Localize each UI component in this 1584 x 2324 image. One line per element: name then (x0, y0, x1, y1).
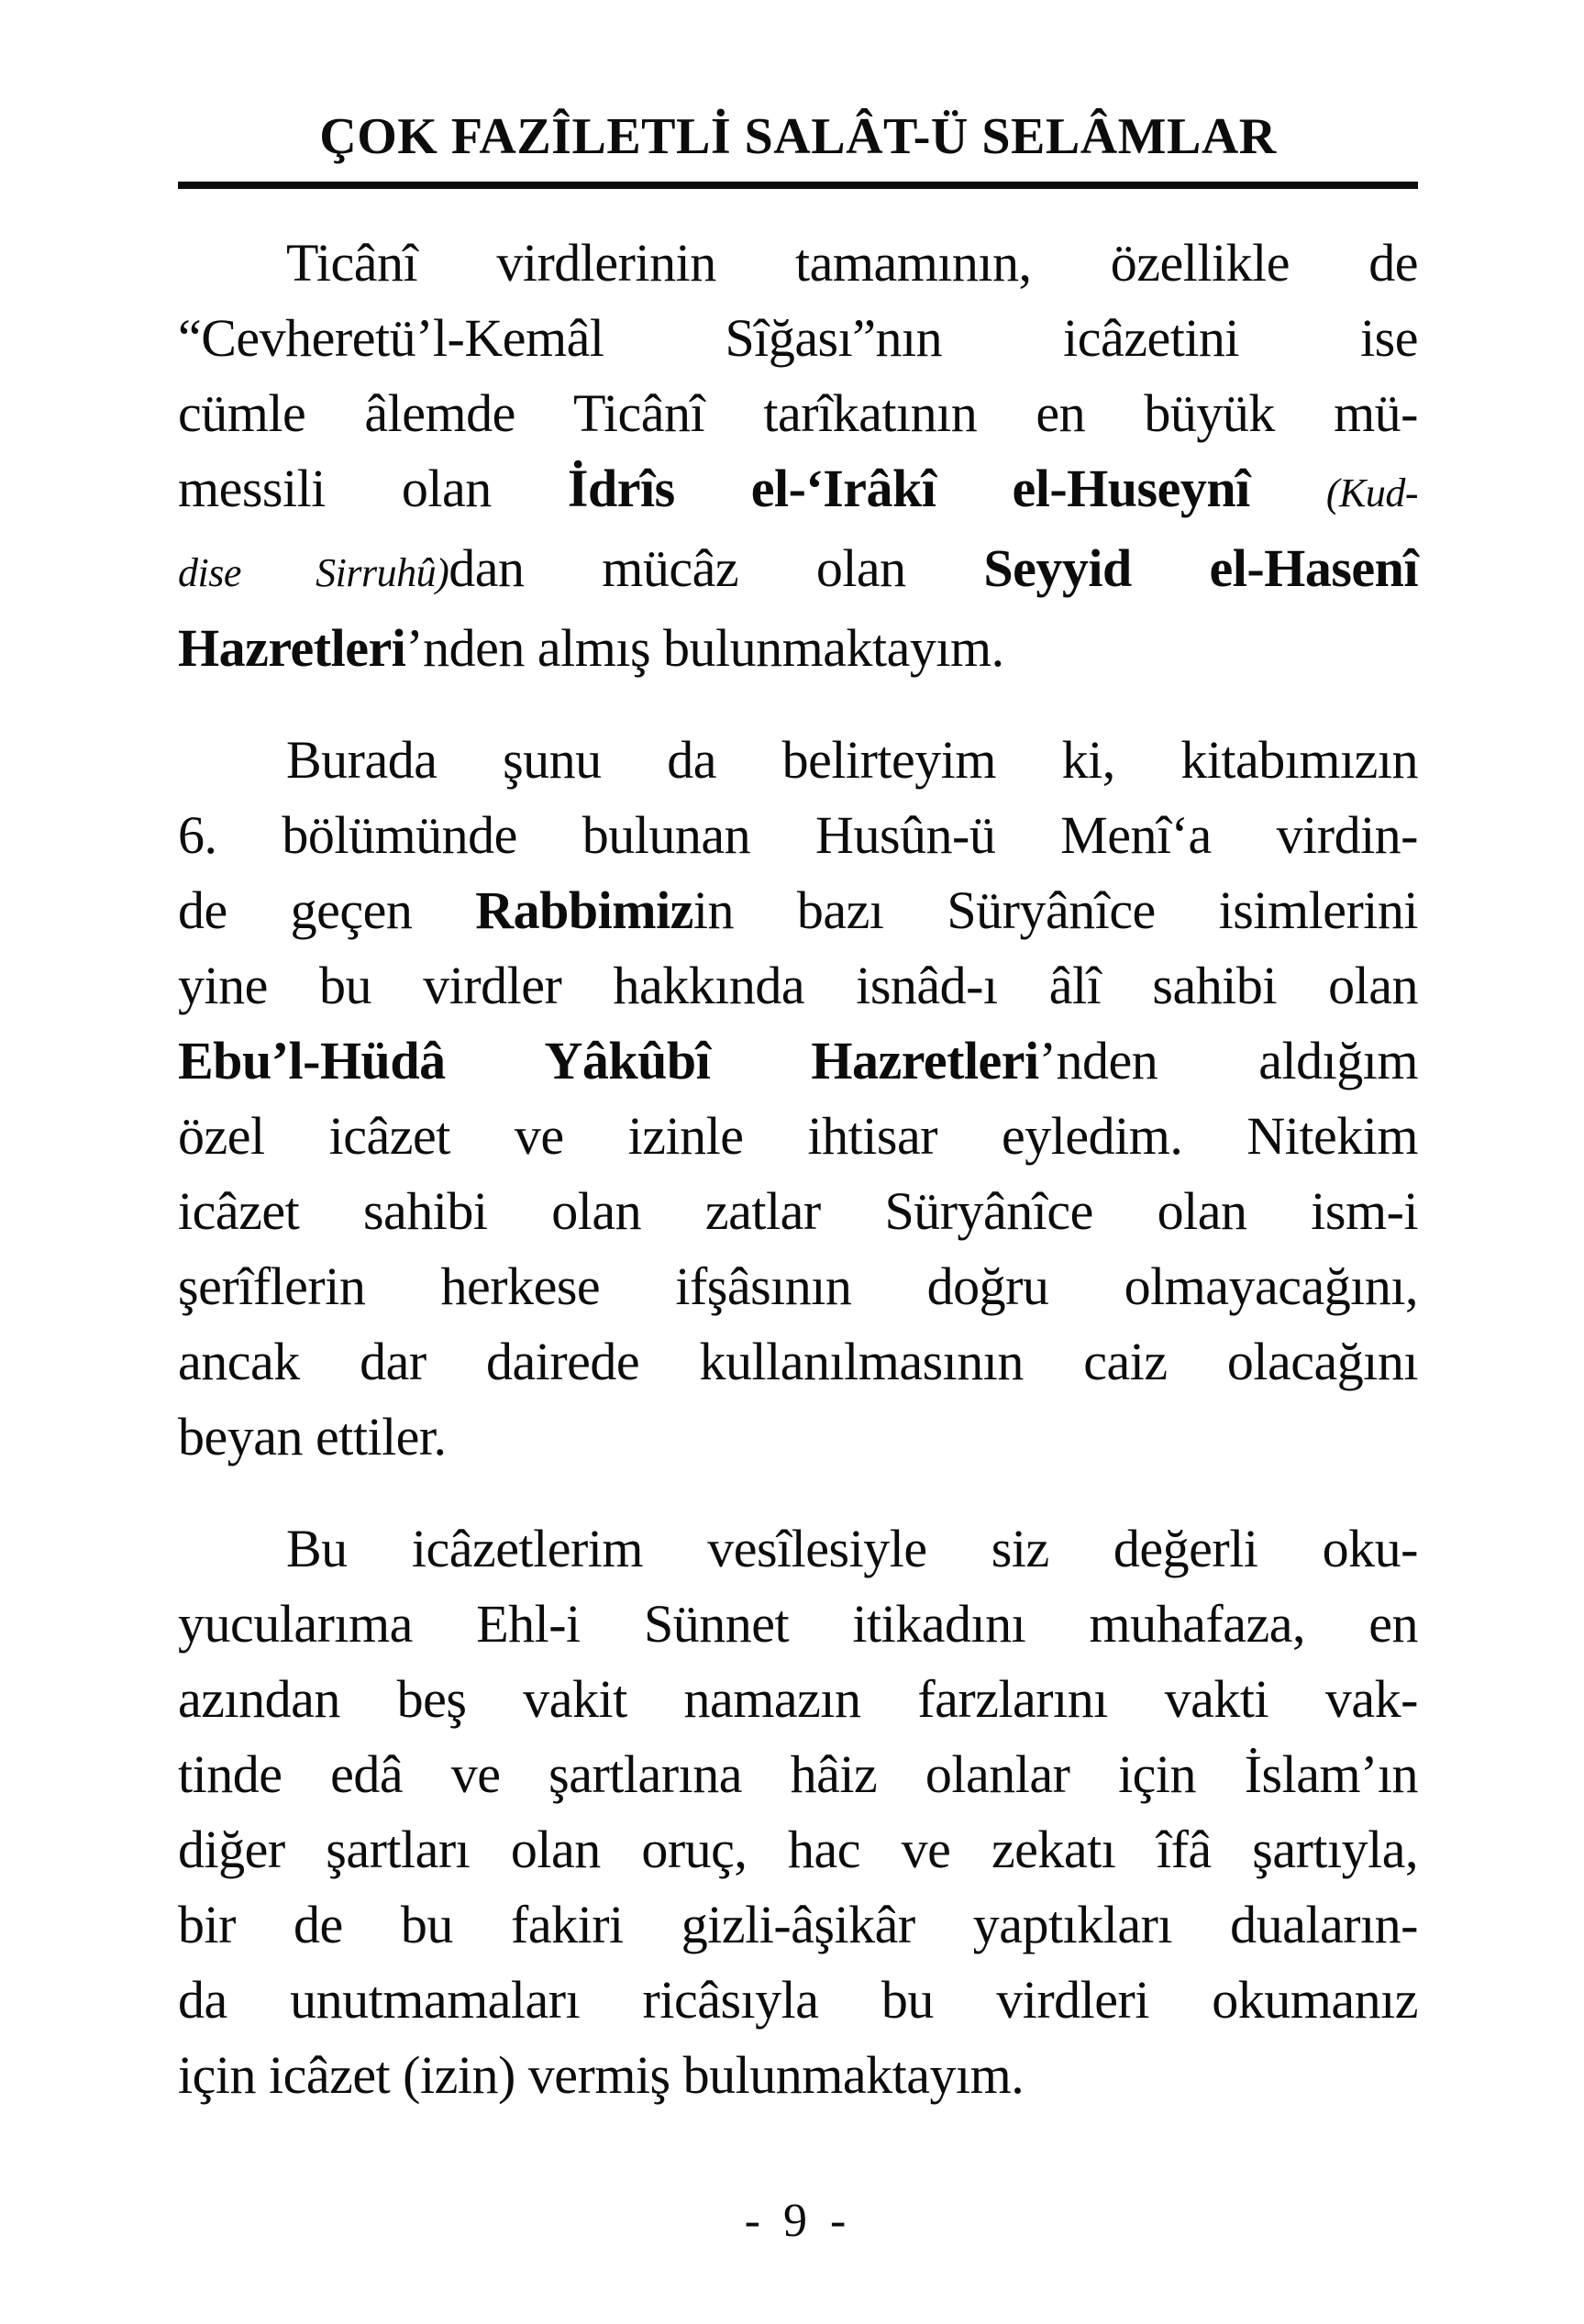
text-line (178, 723, 1418, 798)
text-run: Hazretleri (178, 618, 406, 678)
text-line (178, 611, 1418, 686)
text-run: messili olan (178, 459, 568, 518)
text-run: azından beş vakit namazın farzlarını vakti vak- (178, 1669, 1418, 1729)
text-line (178, 531, 1418, 611)
text-line (178, 1812, 1418, 1887)
text-column (0, 97, 1584, 2248)
text-line (178, 873, 1418, 948)
text-line (178, 1737, 1418, 1812)
text-run: İdrîs el-‘Irâkî el-Huseynî (567, 459, 1326, 518)
text-run: 6. bölümünde bulunan Husûn-ü Menî‘a virdin- (178, 805, 1418, 865)
paragraphs-container (178, 226, 1418, 2113)
text-run: dise Sirruhû) (178, 550, 449, 595)
text-run: Ticânî virdlerinin tamamının, özellikle de (286, 233, 1418, 293)
text-run: ancak dar dairede kullanılmasının caiz olacağını (178, 1332, 1418, 1391)
text-line (178, 1024, 1418, 1099)
text-run: tinde edâ ve şartlarına hâiz olanlar için İslam’ın (178, 1744, 1418, 1804)
paragraph (178, 723, 1418, 1475)
paragraph (178, 1511, 1418, 2113)
text-line (178, 226, 1418, 301)
paragraph (178, 226, 1418, 686)
text-run: şerîflerin herkese ifşâsının doğru olmayacağını, (178, 1256, 1418, 1316)
text-run: de geçen (178, 880, 476, 940)
text-run: in bazı Süryânîce isimlerini (692, 880, 1418, 940)
text-run: (Kud- (1325, 470, 1418, 515)
header-rule (178, 182, 1418, 189)
text-run: ’nden almış bulunmaktayım. (405, 618, 1004, 678)
text-run: Seyyid el-Hasenî (983, 538, 1419, 598)
page-number: - 9 - (744, 2195, 852, 2247)
text-run: Rabbimiz (475, 880, 693, 940)
text-run: yucularıma Ehl-i Sünnet itikadını muhafaza, en (178, 1594, 1418, 1654)
text-line (178, 2038, 1418, 2113)
text-run: için icâzet (izin) vermiş bulunmaktayım. (178, 2045, 1025, 2105)
text-line (178, 451, 1418, 531)
text-run: ’nden aldığım (1038, 1031, 1419, 1090)
text-run: “Cevheretü’l-Kemâl Sîğası”nın icâzetini ise (178, 308, 1418, 368)
text-line (178, 1887, 1418, 1963)
text-line (178, 1099, 1418, 1174)
text-line (178, 1587, 1418, 1662)
text-line (178, 1174, 1418, 1249)
text-run: Ebu’l-Hüdâ Yâkûbî Hazretleri (178, 1031, 1039, 1090)
text-run: dan mücâz olan (449, 538, 984, 598)
text-run: da unutmamaları ricâsıyla bu virdleri okumanız (178, 1970, 1418, 2030)
text-run: icâzet sahibi olan zatlar Süryânîce olan ism-i (178, 1181, 1418, 1241)
text-line (178, 1324, 1418, 1400)
text-run: cümle âlemde Ticânî tarîkatının en büyük mü- (178, 383, 1418, 443)
text-run: diğer şartları olan oruç, hac ve zekatı îfâ şartıyla, (178, 1820, 1418, 1879)
text-line (178, 1400, 1418, 1475)
text-run: Bu icâzetlerim vesîlesiyle siz değerli oku- (286, 1519, 1418, 1578)
text-line (178, 948, 1418, 1024)
text-line (178, 798, 1418, 873)
page-header: ÇOK FAZÎLETLİ SALÂT-Ü SELÂMLAR (319, 108, 1277, 165)
text-run: yine bu virdler hakkında isnâd-ı âlî sahibi olan (178, 956, 1418, 1015)
text-run: özel icâzet ve izinle ihtisar eyledim. Nitekim (178, 1106, 1418, 1166)
text-run: bir de bu fakiri gizli-âşikâr yaptıkları duaların- (178, 1895, 1418, 1954)
text-run: beyan ettiler. (178, 1407, 447, 1466)
text-line (178, 376, 1418, 451)
text-line (178, 301, 1418, 376)
text-line (178, 1511, 1418, 1587)
text-line (178, 1249, 1418, 1324)
text-run: Burada şunu da belirteyim ki, kitabımızın (286, 730, 1418, 790)
text-line (178, 1963, 1418, 2038)
text-line (178, 1662, 1418, 1737)
